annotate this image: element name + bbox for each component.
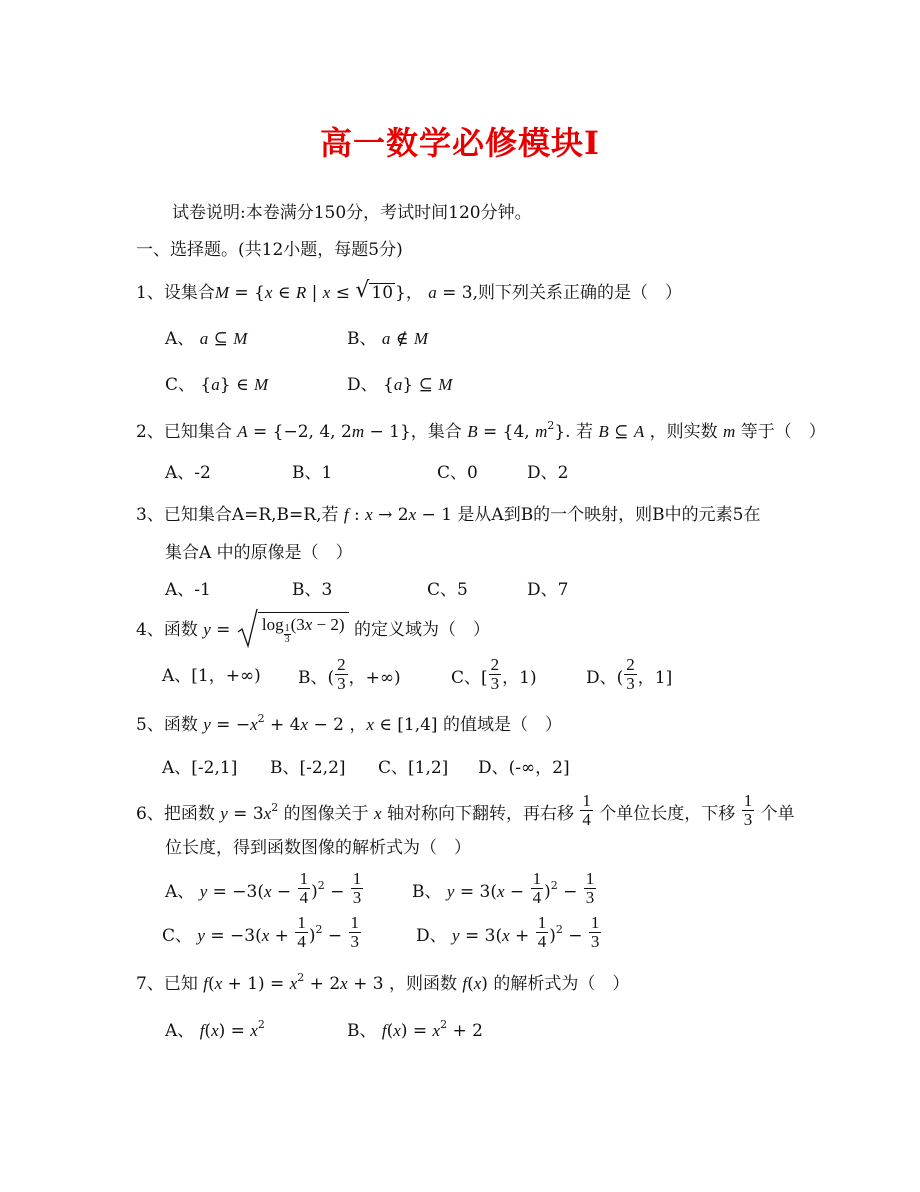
q6-option-a: A、 y = −3(x − $\frac{1}{4}$ )$^2$ − $\frac{1}{3}$ [165,869,362,907]
q1-option-a: A、 a ⊆ M [165,329,248,349]
q4-option-d: D、( $\frac{2}{3}$ ，1] [586,655,673,693]
exam-intro: 试卷说明:本卷满分150分，考试时间120分钟。 [172,203,532,223]
q3-option-a: A、-1 [165,580,211,600]
question-5: 5、函数 $y = -x^2 + 4x - 2$ ，x ∈ [1,4] 的值域是（ ） [136,712,562,735]
q5-option-b: B、[-2,2] [270,758,346,778]
question-3-line2: 集合A 中的原像是（ ） [165,543,353,563]
q3-option-d: D、7 [527,580,569,600]
q5-option-a: A、[-2,1] [162,758,238,778]
q5-option-d: D、(-∞，2] [478,758,570,778]
q4-option-c: C、[ $\frac{2}{3}$ ，1) [451,655,537,693]
q4-option-a: A、[1，+∞) [162,666,261,686]
q3-option-b: B、3 [292,580,333,600]
question-1: 1、设集合M = {x ∈ R | x ≤ √ 10 }， a = 3,则下列关系正确的是（ ） [136,283,682,302]
question-3-line1: 3、已知集合A=R,B=R,若 f : x → 2x − 1 是从A到B的一个映射，则B中的元素5在 [136,505,761,525]
q3-option-c: C、5 [427,580,468,600]
q4-option-b: B、( $\frac{2}{3}$ ，+∞) [298,655,401,693]
q1-option-d: D、 {a} ⊆ M [347,375,453,395]
q7-option-a: A、 $f(x) = x^2$ [165,1018,265,1041]
q6-option-b: B、 y = 3(x − $\frac{1}{4}$ )$^2$ − $\frac{1}{3}$ [412,869,595,907]
question-2: 2、已知集合 A = {−2, 4, 2m − 1}，集合 B = {4, $m^2$}. 若 B ⊆ A ，则实数 m 等于（ ） [136,419,826,442]
q7-option-b: B、 $f(x) = x^2 + 2$ [347,1018,483,1041]
q6-option-d: D、 y = 3(x + $\frac{1}{4}$ )$^2$ − $\frac{1}{3}$ [416,913,600,951]
section-heading: 一、选择题。(共12小题，每题5分) [136,240,403,260]
q1-option-b: B、 a ∉ M [347,329,428,349]
q2-option-a: A、-2 [165,463,211,483]
q1-option-c: C、 {a} ∈ M [165,375,269,395]
question-7: 7、已知 $f(x + 1) = x^2 + 2x + 3$ ，则函数 f(x) 的解析式为（ ） [136,971,630,994]
q2-option-d: D、2 [527,463,569,483]
question-6-line2: 位长度，得到函数图像的解析式为（ ） [165,838,471,858]
q5-option-c: C、[1,2] [378,758,449,778]
q2-option-b: B、1 [292,463,333,483]
page-title: 高一数学必修模块Ⅰ [320,124,600,162]
question-4: 4、函数 y = log $\frac{1}{3}$ (3x − 2) 的定义域为（ ） [136,614,490,647]
q6-option-c: C、 y = −3(x + $\frac{1}{4}$ )$^2$ − $\frac{1}{3}$ [162,913,360,951]
q2-option-c: C、0 [437,463,478,483]
question-6-line1: 6、把函数 $y = 3x^2$ 的图像关于 x 轴对称向下翻转，再右移 $\frac{1}{4}$ 个单位长度，下移 $\frac{1}{3}$ 个单 [136,791,795,829]
